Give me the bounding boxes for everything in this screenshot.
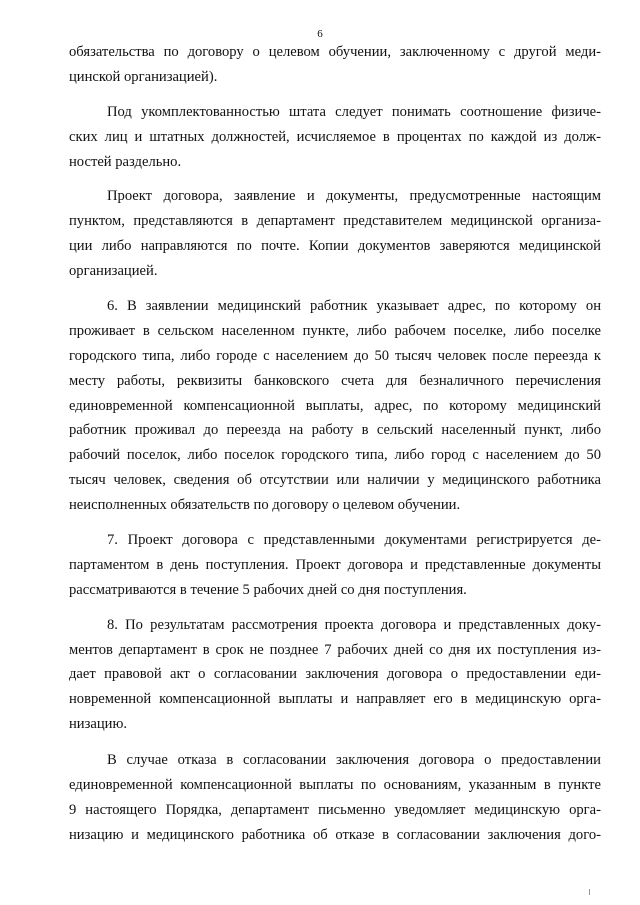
- text-line: Проект договора, заявление и документы, предусмотренные настоящим: [107, 188, 601, 205]
- page-number: 6: [317, 28, 323, 40]
- paragraph: [69, 294, 601, 518]
- text-line: дает правовой акт о согласовании заключения договора о предоставлении еди-: [69, 666, 601, 683]
- text-line: В случае отказа в согласовании заключения договора о предоставлении: [107, 752, 601, 769]
- text-line: ментов департамент в срок не позднее 7 рабочих дней со дня их поступления из-: [69, 641, 601, 658]
- text-line: единовременной компенсационной выплаты, адрес, по которому медицинский: [69, 397, 601, 414]
- text-line: работник проживал до переезда на работу в сельский населенный пункт, либо: [69, 422, 601, 439]
- text-line: 8. По результатам рассмотрения проекта договора и представленных доку-: [107, 616, 601, 633]
- text-line: месту работы, реквизиты банковского счета для безналичного перечисления: [69, 372, 601, 389]
- paragraph: [69, 528, 601, 603]
- text-line: ских лиц и штатных должностей, исчисляемое в процентах по каждой из долж-: [69, 128, 601, 145]
- text-line: Под укомплектованностью штата следует понимать соотношение физиче-: [107, 103, 601, 120]
- text-line: единовременной компенсационной выплаты по основаниям, указанным в пункте: [69, 777, 601, 794]
- text-line: рабочий поселок, либо поселок городского типа, либо город с населением до 50: [69, 447, 601, 464]
- paragraph: [69, 184, 601, 284]
- text-line: неисполненных обязательств по договору о целевом обучении.: [69, 497, 461, 514]
- text-line: проживает в сельском населенном пункте, либо рабочем поселке, либо поселке: [69, 322, 601, 339]
- scan-margin-mark: [589, 889, 590, 895]
- paragraph: [69, 748, 601, 848]
- text-line: низацию и медицинского работника об отказе в согласовании заключения дого-: [69, 826, 601, 843]
- text-line: цинской организацией).: [69, 68, 218, 85]
- text-line: рассматриваются в течение 5 рабочих дней со дня поступления.: [69, 581, 467, 598]
- text-line: обязательства по договору о целевом обучении, заключенному с другой меди-: [69, 44, 601, 60]
- text-line: ностей раздельно.: [69, 153, 182, 170]
- text-line: новременной компенсационной выплаты и направляет его в медицинскую орга-: [69, 691, 601, 708]
- paragraph: [69, 613, 601, 737]
- text-line: городского типа, либо городе с населением до 50 тысяч человек после переезда к: [69, 347, 601, 364]
- document-body: [69, 40, 601, 848]
- text-line: партаментом в день поступления. Проект договора и представленные документы: [69, 556, 601, 573]
- text-line: 6. В заявлении медицинский работник указывает адрес, по которому он: [107, 298, 601, 315]
- text-line: 7. Проект договора с представленными документами регистрируется де-: [107, 532, 601, 549]
- paragraph: [69, 40, 601, 90]
- text-line: тысяч человек, сведения об отсутствии или наличии у медицинского работника: [69, 472, 601, 489]
- text-line: низацию.: [69, 716, 128, 733]
- text-line: 9 настоящего Порядка, департамент письменно уведомляет медицинскую орга-: [69, 801, 601, 818]
- text-line: пунктом, представляются в департамент представителем медицинской организа-: [69, 213, 601, 230]
- paragraph: [69, 100, 601, 175]
- text-line: ции либо направляются по почте. Копии документов заверяются медицинской: [69, 238, 601, 255]
- text-line: организацией.: [69, 263, 158, 280]
